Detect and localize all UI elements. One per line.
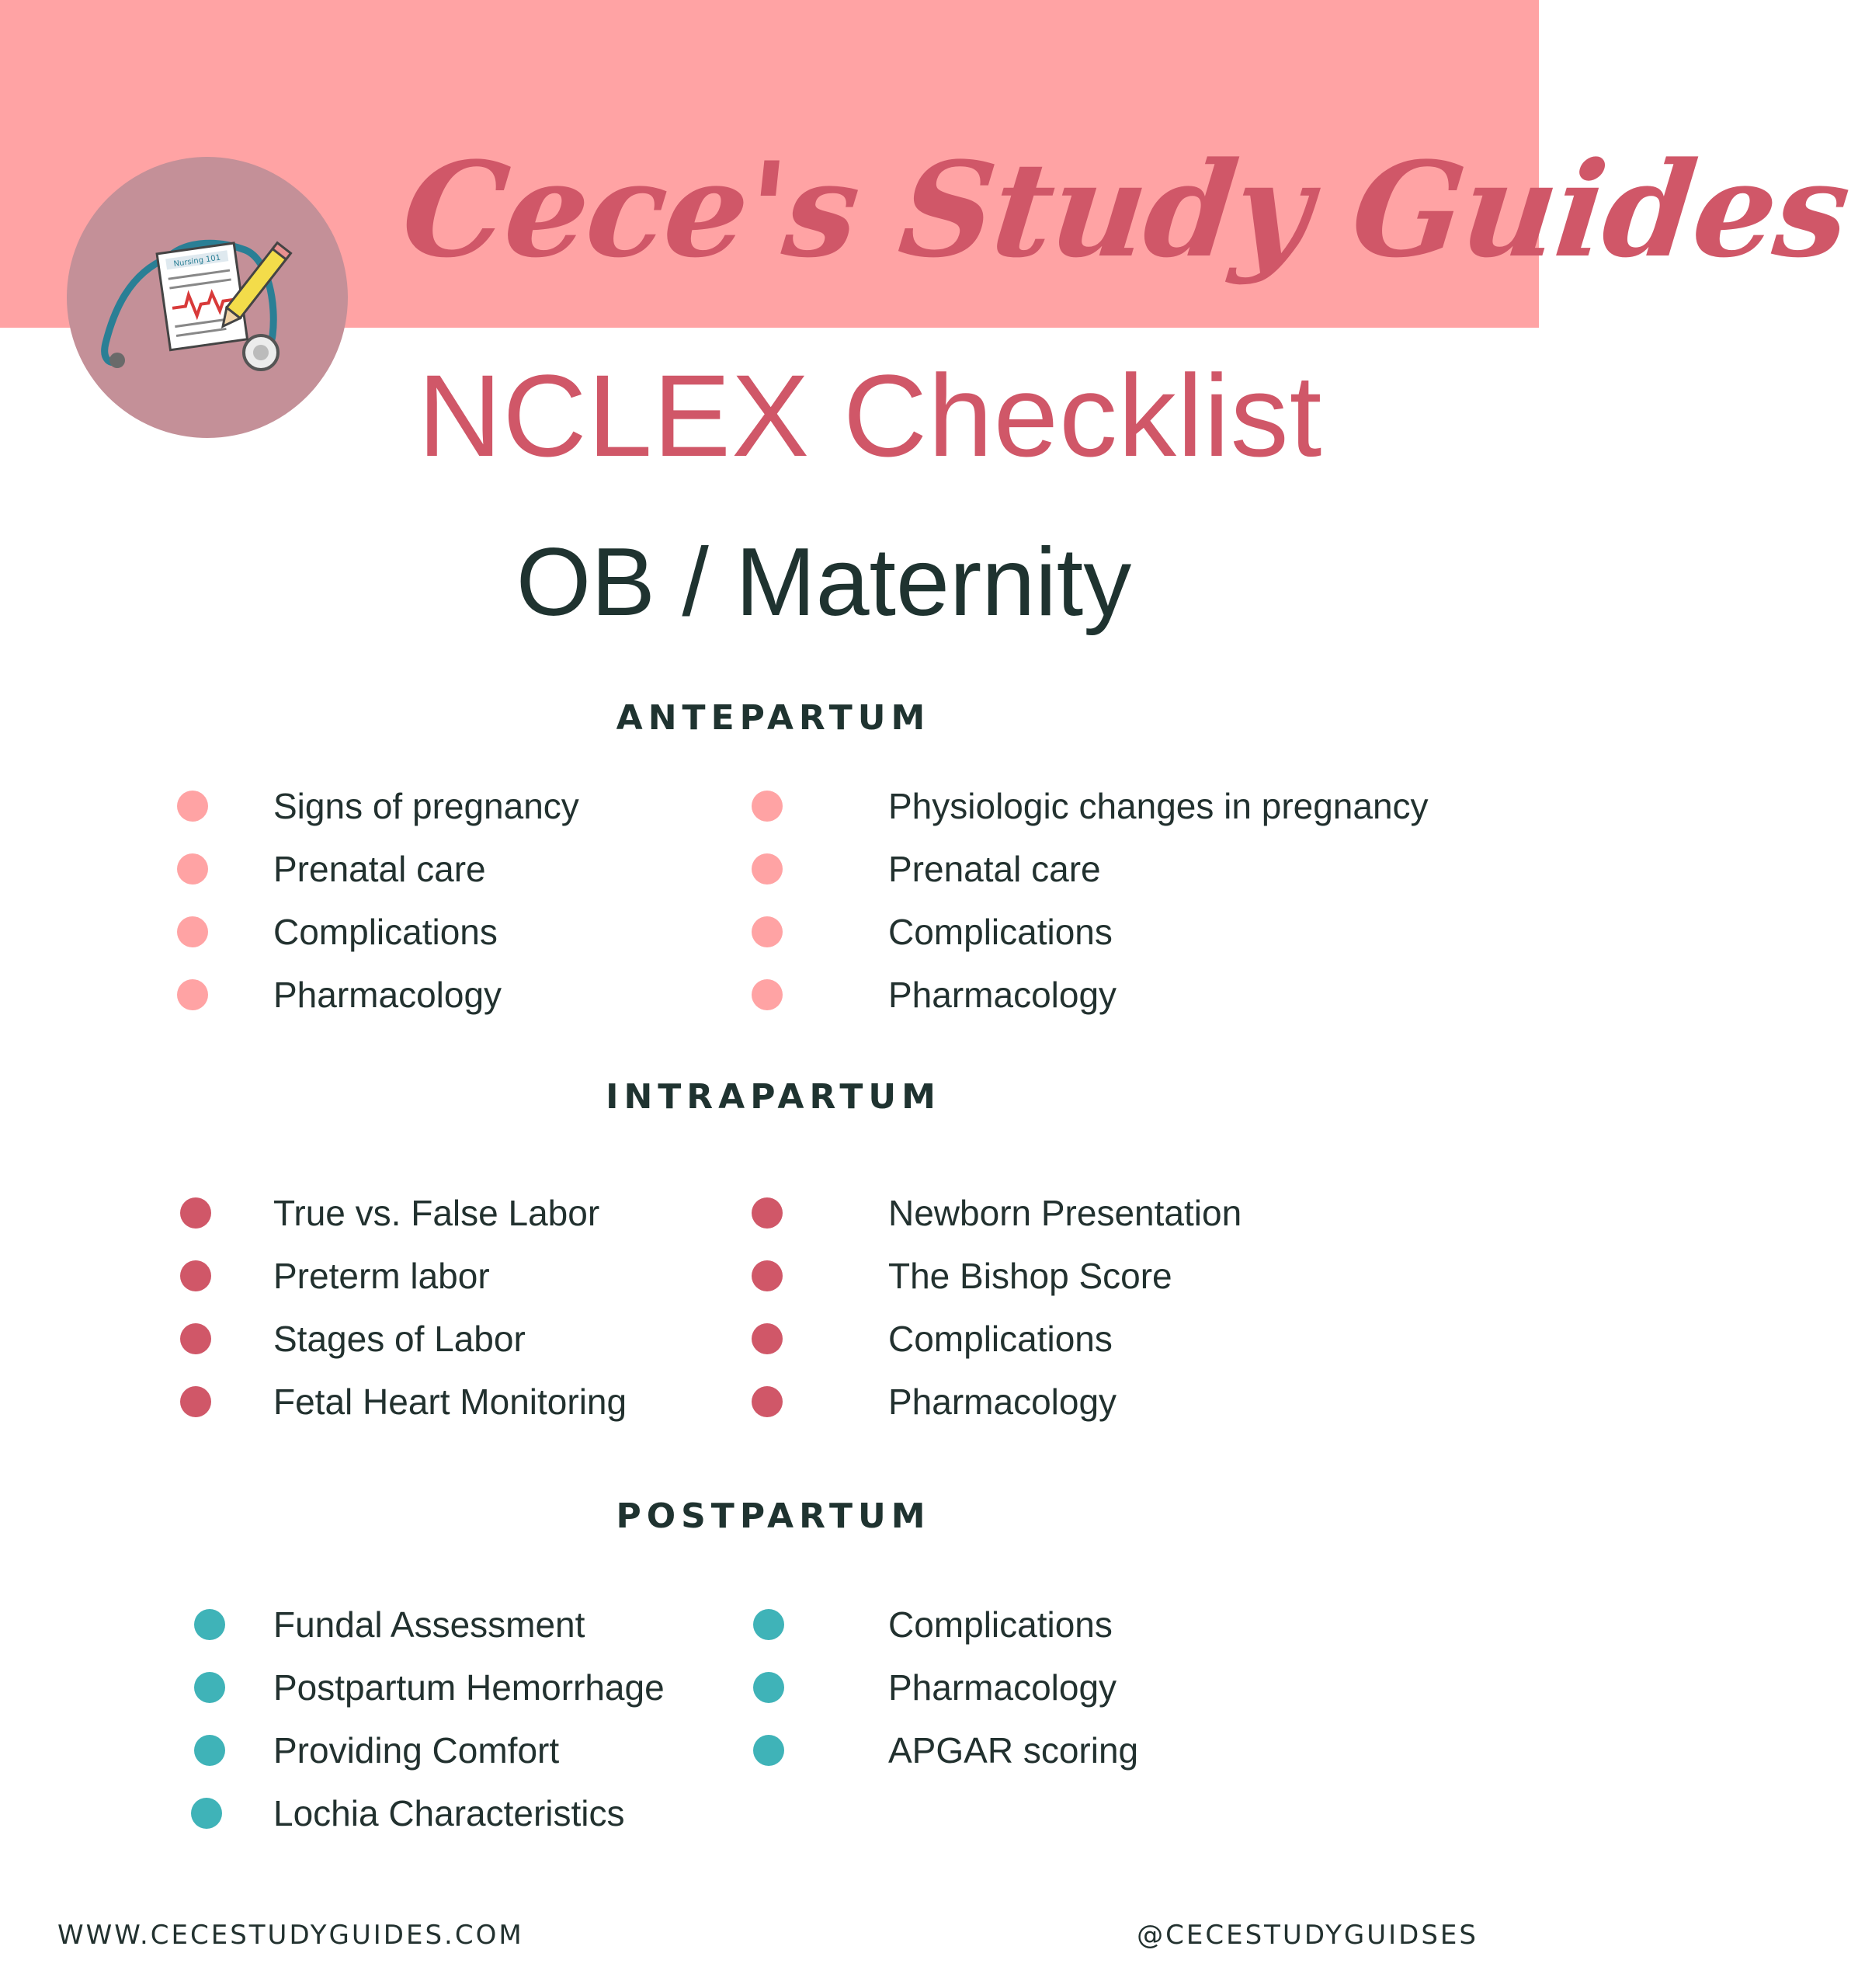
- nursing-checklist-stethoscope-icon: [67, 157, 348, 438]
- bullet-dot: [752, 1260, 783, 1291]
- bullet-dot: [180, 1386, 211, 1417]
- bullet-dot: [180, 1260, 211, 1291]
- list-item: [194, 1719, 738, 1782]
- list-item-text: Complications: [888, 1604, 1113, 1645]
- list-item-text: Pharmacology: [888, 1667, 1117, 1708]
- postpartum-left-list: [194, 1594, 738, 1845]
- bullet-dot: [753, 1735, 784, 1766]
- bullet-dot: [752, 979, 783, 1010]
- list-item: [753, 1719, 1452, 1782]
- list-item: [177, 775, 721, 838]
- list-item-text: Postpartum Hemorrhage: [273, 1667, 665, 1708]
- section-heading-postpartum: POSTPARTUM: [616, 1496, 931, 1536]
- intrapartum-right-list: [752, 1182, 1450, 1434]
- list-item-text: Complications: [273, 912, 498, 952]
- section-heading-intrapartum: INTRAPARTUM: [606, 1077, 941, 1117]
- list-item: [753, 1656, 1452, 1719]
- antepartum-right-list: [752, 775, 1450, 1027]
- list-item: [180, 1371, 724, 1434]
- list-item-text: Newborn Presentation: [888, 1193, 1242, 1233]
- list-item: [753, 1594, 1452, 1656]
- list-item: [177, 838, 721, 901]
- antepartum-left-list: [177, 775, 721, 1027]
- list-item-text: True vs. False Labor: [273, 1193, 600, 1233]
- bullet-dot: [180, 1323, 211, 1354]
- list-item-text: Stages of Labor: [273, 1319, 526, 1359]
- list-item-text: Pharmacology: [273, 975, 502, 1015]
- bullet-dot: [752, 791, 783, 822]
- list-item: [180, 1308, 724, 1371]
- bullet-dot: [752, 1386, 783, 1417]
- bullet-dot: [753, 1672, 784, 1703]
- list-item-text: Prenatal care: [273, 849, 486, 889]
- list-item-text: Complications: [888, 912, 1113, 952]
- list-item: [752, 1245, 1450, 1308]
- list-item-text: APGAR scoring: [888, 1730, 1139, 1771]
- list-item-text: Providing Comfort: [273, 1730, 560, 1771]
- bullet-dot: [177, 979, 208, 1010]
- logo: [67, 157, 348, 438]
- bullet-dot: [191, 1798, 222, 1829]
- list-item-text: Preterm labor: [273, 1256, 490, 1296]
- bullet-dot: [177, 916, 208, 947]
- list-item-text: Pharmacology: [888, 1382, 1117, 1422]
- list-item: [752, 1308, 1450, 1371]
- list-item-text: Fundal Assessment: [273, 1604, 585, 1645]
- list-item: [194, 1782, 738, 1845]
- list-item: [752, 838, 1450, 901]
- intrapartum-left-list: [180, 1182, 724, 1434]
- postpartum-right-list: [753, 1594, 1452, 1782]
- list-item-text: Complications: [888, 1319, 1113, 1359]
- list-item: [177, 901, 721, 964]
- bullet-dot: [752, 853, 783, 885]
- bullet-dot: [194, 1735, 225, 1766]
- page-subtitle: OB / Maternity: [516, 529, 1132, 636]
- list-item-text: The Bishop Score: [888, 1256, 1172, 1296]
- footer-website-link[interactable]: WWW.CECESTUDYGUIDES.COM: [57, 1920, 524, 1951]
- bullet-dot: [194, 1609, 225, 1640]
- list-item: [752, 1371, 1450, 1434]
- brand-title: Cece's Study Guides: [395, 133, 1856, 287]
- bullet-dot: [194, 1672, 225, 1703]
- list-item: [194, 1594, 738, 1656]
- list-item: [752, 901, 1450, 964]
- bullet-dot: [752, 1323, 783, 1354]
- list-item-text: Pharmacology: [888, 975, 1117, 1015]
- bullet-dot: [753, 1609, 784, 1640]
- list-item: [752, 964, 1450, 1027]
- svg-text:Nursing 101: Nursing 101: [173, 253, 221, 269]
- bullet-dot: [752, 916, 783, 947]
- bullet-dot: [177, 853, 208, 885]
- list-item: [752, 775, 1450, 838]
- list-item-text: Lochia Characteristics: [273, 1793, 625, 1833]
- section-heading-antepartum: ANTEPARTUM: [616, 698, 931, 738]
- list-item-text: Physiologic changes in pregnancy: [888, 786, 1429, 826]
- list-item: [180, 1182, 724, 1245]
- bullet-dot: [752, 1197, 783, 1229]
- list-item: [752, 1182, 1450, 1245]
- list-item: [194, 1656, 738, 1719]
- list-item-text: Prenatal care: [888, 849, 1101, 889]
- bullet-dot: [177, 791, 208, 822]
- list-item: [180, 1245, 724, 1308]
- list-item-text: Signs of pregnancy: [273, 786, 579, 826]
- bullet-dot: [180, 1197, 211, 1229]
- list-item: [177, 964, 721, 1027]
- footer-social-handle[interactable]: @CECESTUDYGUIDSES: [1137, 1920, 1478, 1951]
- list-item-text: Fetal Heart Monitoring: [273, 1382, 627, 1422]
- page-title: NCLEX Checklist: [418, 350, 1323, 481]
